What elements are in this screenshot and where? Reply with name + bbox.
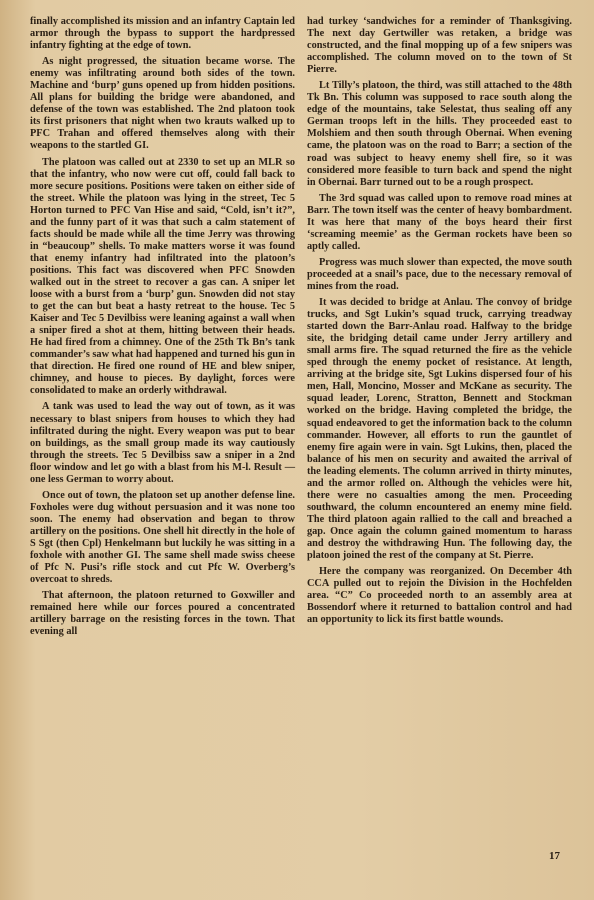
paragraph: That afternoon, the platoon returned to Goxwiller and remained here while our forces poured a concentrated artillery barrage on the resisting forces in the town. That evening all <box>30 590 295 638</box>
paragraph: Progress was much slower than expected, the move south proceeded at a snail’s pace, due to the necessary removal of mines from the road. <box>307 256 572 292</box>
paragraph: finally accomplished its mission and an infantry Captain led armor through the bypass to support the hardpressed infantry fighting at the edge of town. <box>30 16 295 52</box>
page-number: 17 <box>549 850 560 862</box>
right-column <box>307 16 572 642</box>
text-columns <box>30 16 572 642</box>
paragraph: Once out of town, the platoon set up another defense line. Foxholes were dug without persuasion and it was none too soon. The enemy had observation and began to throw artillery on the positions. One shell hit directly in the hole of S Sgt (then Cpl) Henkelmann but luckily he was sitting in a foxhole with another GI. The same shell made swiss cheese of Pfc N. Pusi’s rifle stock and cut Pfc W. Overberg’s overcoat to shreds. <box>30 489 295 586</box>
left-column <box>30 16 295 642</box>
paragraph: Here the company was reorganized. On December 4th CCA pulled out to rejoin the Division in the Hochfelden area. “C” Co proceeded north to an assembly area at Bossendorf where it returned to battalion control and had an opportunity to lick its first battle wounds. <box>307 566 572 626</box>
paragraph: The 3rd squad was called upon to remove road mines at Barr. The town itself was the center of heavy bombardment. It was here that many of the boys heard their first ‘screaming meemie’ as the German rockets have been so aptly called. <box>307 192 572 252</box>
paragraph: had turkey ‘sandwiches for a reminder of Thanksgiving. The next day Gertwiller was retaken, a bridge was constructed, and the final mopping up of a few snipers was accomplished. The column moved on to the town of St Pierre. <box>307 16 572 76</box>
paragraph: The platoon was called out at 2330 to set up an MLR so that the infantry, who now were cut off, could fall back to more secure positions. Positions were taken on either side of the street. While the platoon was lying in the street, Tec 5 Horton turned to PFC Van Hise and said, “Cold, isn’t it?”, and the funny part of it was that such a calm statement of facts should be made while all the time Jerry was throwing in “beaucoup” shells. To make matters worse it was found that enemy infantry had infiltrated into the platoon’s positions. This fact was discovered when PFC Snowden walked out in the street to recover a gas can. A sniper let loose with a burst from a ‘burp’ gun. Snowden did not stay to get the can but beat a hasty retreat to the house. Tec 5 Kaiser and Tec 5 Devilbiss were leaning against a wall when a sniper fired a shot at them, hitting between their heads. He had fired from a chimney. One of the 25th Tk Bn’s tank commander’s saw what had happened and turned his gun in that direction. He fired one round of HE and blew sniper, chimney, and house to pieces. By daylight, forces were consolidated to make an orderly withdrawal. <box>30 156 296 397</box>
paragraph: A tank was used to lead the way out of town, as it was necessary to blast snipers from houses to which they had infiltrated during the night. Every weapon was put to bear on buildings, as the small group made its way cautiously through the streets. Tec 5 Devilbiss saw a sniper in a 2nd floor window and let go with a blast from his M-l. Result — one less German to worry about. <box>30 401 295 485</box>
paragraph: It was decided to bridge at Anlau. The convoy of bridge trucks, and Sgt Lukin’s squad truck, carrying treadway started down the Barr-Anlau road. Halfway to the bridge site, the bridging detail came under Jerry artillery and small arms fire. The squad returned the fire as the vehicle sped through the enemy pocket of resistance. At length, arriving at the bridge site, Sgt Lukins dispersed four of his men, Hall, Moncino, Mosser and McKane as security. The squad leader, Lorenc, Stratton, Bennett and Stockman worked on the bridge. Having completed the bridge, the squad endeavored to get the information back to the column commander. However, all efforts to run the gauntlet of enemy fire again were in vain. Sgt Lukins, then, placed the balance of his men on security and awaited the arrival of the leading elements. The column arrived in thirty minutes, and the armor rolled on. Although the vehicles were hit, there were no casualties among the men. Proceeding southward, the column encountered an enemy mine field. The third platoon again rallied to the call and breached a gap. Once again the column gained momentum to harass and destroy the withdrawing Hun. The following day, the platoon joined the rest of the company at St. Pierre. <box>307 297 572 562</box>
paragraph: Lt Tilly’s platoon, the third, was still attached to the 48th Tk Bn. This column was supposed to race south along the edge of the mountains, take Selestat, thus sealing off any German troops left in the hills. They proceeded east to Molshiem and then south through Obernai. When evening came, the platoon was on the road to Barr; a section of the road was subject to heavy enemy shell fire, so it was considered more feasible to turn back and spend the night in Obernai. Barr turned out to be a rough prospect. <box>307 80 572 188</box>
paragraph: As night progressed, the situation became worse. The enemy was infiltrating around both sides of the town. Machine and ‘burp’ guns opened up from hidden positions. All plans for building the bridge were abandoned, and defense of the town was established. The 2nd platoon took its first prisoners that night when two krauts walked up to PFC Trahan and offered themselves along with their weapons to the startled GI. <box>30 56 295 152</box>
